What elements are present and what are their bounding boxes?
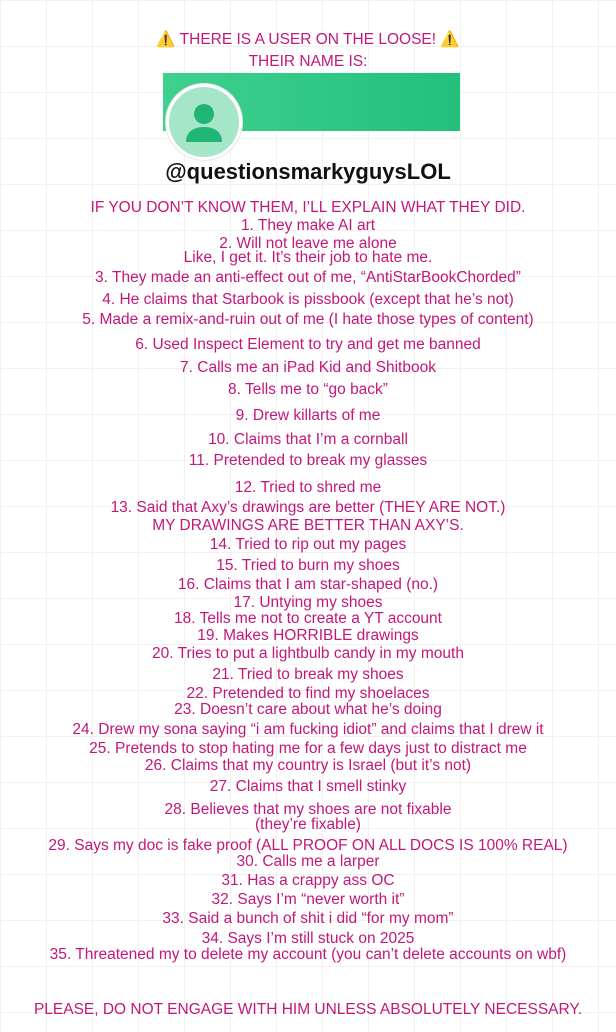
list-item: 13. Said that Axy’s drawings are better (THEY ARE NOT.) (110, 499, 506, 516)
list-item: 8. Tells me to “go back” (228, 381, 388, 398)
list-item: 19. Makes HORRIBLE drawings (197, 627, 419, 644)
user-silhouette-icon (169, 87, 239, 157)
list-item: 2. Will not leave me alone (219, 235, 397, 252)
list-item: 34. Says I’m still stuck on 2025 (201, 930, 415, 947)
list-item: 31. Has a crappy ass OC (221, 872, 395, 889)
list-item: 29. Says my doc is fake proof (ALL PROOF ON ALL DOCS IS 100% REAL) (48, 837, 568, 854)
list-item: 9. Drew killarts of me (235, 407, 381, 424)
list-item: 32. Says I’m “never worth it” (211, 891, 405, 908)
list-item: 17. Untying my shoes (233, 594, 383, 611)
list-item: 14. Tried to rip out my pages (209, 536, 407, 553)
list-item: 24. Drew my sona saying “i am fucking idiot” and claims that I drew it (72, 721, 544, 738)
alert-headline: ⚠️ THERE IS A USER ON THE LOOSE! ⚠️ (156, 31, 460, 48)
list-item: 21. Tried to break my shoes (212, 666, 404, 683)
list-item: 1. They make AI art (240, 217, 376, 234)
list-item: 22. Pretended to find my shoelaces (186, 685, 430, 702)
footer-warning: PLEASE, DO NOT ENGAGE WITH HIM UNLESS ABSOLUTELY NECESSARY. (33, 1001, 583, 1018)
username: @questionsmarkyguysLOL (165, 159, 451, 184)
list-item: MY DRAWINGS ARE BETTER THAN AXY’S. (152, 517, 464, 534)
list-item: 11. Pretended to break my glasses (188, 452, 428, 469)
name-intro: THEIR NAME IS: (248, 53, 368, 70)
list-item: 30. Calls me a larper (236, 853, 380, 870)
list-item: 5. Made a remix-and-ruin out of me (I hate those types of content) (82, 311, 534, 328)
list-item: 27. Claims that I smell stinky (209, 778, 407, 795)
intro-line: IF YOU DON’T KNOW THEM, I’LL EXPLAIN WHAT THEY DID. (90, 199, 526, 216)
list-item: 20. Tries to put a lightbulb candy in my mouth (152, 645, 464, 662)
list-item: 6. Used Inspect Element to try and get me banned (135, 336, 481, 353)
list-item: 26. Claims that my country is Israel (but it’s not) (144, 757, 472, 774)
list-item: 4. He claims that Starbook is pissbook (except that he’s not) (102, 291, 514, 308)
list-item: 3. They made an anti-effect out of me, “AntiStarBookChorded” (95, 269, 521, 286)
list-item: Like, I get it. It’s their job to hate me. (183, 249, 433, 266)
list-item: 18. Tells me not to create a YT account (174, 610, 442, 627)
list-item: 10. Claims that I’m a cornball (208, 431, 408, 448)
list-item: 28. Believes that my shoes are not fixable (164, 801, 452, 818)
list-item: 35. Threatened my to delete my account (you can’t delete accounts on wbf) (49, 946, 567, 963)
list-item: 16. Claims that I am star-shaped (no.) (177, 576, 439, 593)
list-item: 15. Tried to burn my shoes (216, 557, 400, 574)
list-item: 33. Said a bunch of shit i did “for my mom” (162, 910, 454, 927)
list-item: 12. Tried to shred me (234, 479, 382, 496)
avatar (166, 84, 242, 160)
list-item: 25. Pretends to stop hating me for a few days just to distract me (89, 740, 527, 757)
list-item: 7. Calls me an iPad Kid and Shitbook (180, 359, 436, 376)
list-item: 23. Doesn’t care about what he’s doing (174, 701, 442, 718)
list-item: (they’re fixable) (255, 816, 361, 833)
